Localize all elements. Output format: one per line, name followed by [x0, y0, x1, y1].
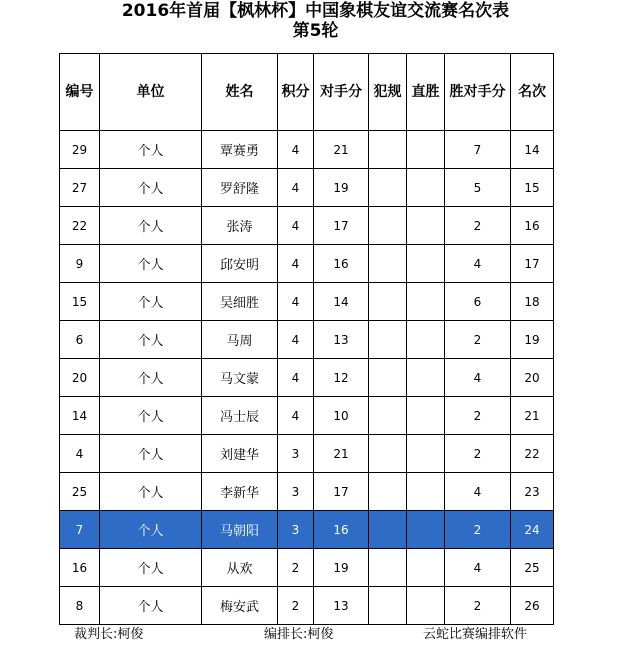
cell-foul: [369, 321, 407, 359]
cell-win-opponent-score: 5: [445, 169, 511, 207]
cell-score: 2: [278, 549, 314, 587]
cell-win-opponent-score: 2: [445, 321, 511, 359]
cell-opponent-score: 16: [314, 511, 369, 549]
cell-number: 14: [60, 397, 100, 435]
cell-direct-win: [407, 131, 445, 169]
cell-number: 8: [60, 587, 100, 625]
cell-score: 4: [278, 245, 314, 283]
standings-table: [59, 53, 554, 625]
cell-win-opponent-score: 2: [445, 397, 511, 435]
cell-opponent-score: 21: [314, 131, 369, 169]
cell-direct-win: [407, 169, 445, 207]
cell-number: 27: [60, 169, 100, 207]
cell-name: 覃赛勇: [202, 131, 278, 169]
table-body: [60, 131, 554, 625]
cell-unit: 个人: [100, 587, 202, 625]
cell-unit: 个人: [100, 131, 202, 169]
header-foul: 犯规: [369, 54, 407, 131]
title-line-2: 第5轮: [292, 21, 339, 41]
cell-unit: 个人: [100, 207, 202, 245]
cell-foul: [369, 207, 407, 245]
cell-rank: 14: [511, 131, 554, 169]
cell-score: 4: [278, 169, 314, 207]
cell-direct-win: [407, 321, 445, 359]
cell-unit: 个人: [100, 359, 202, 397]
cell-rank: 25: [511, 549, 554, 587]
cell-rank: 18: [511, 283, 554, 321]
cell-unit: 个人: [100, 473, 202, 511]
cell-opponent-score: 17: [314, 473, 369, 511]
page-title: [0, 0, 631, 40]
arranger-label: 编排长:: [264, 627, 308, 642]
cell-direct-win: [407, 473, 445, 511]
table-header-row: [60, 54, 554, 131]
cell-opponent-score: 13: [314, 587, 369, 625]
cell-opponent-score: 13: [314, 321, 369, 359]
cell-rank: 19: [511, 321, 554, 359]
cell-opponent-score: 10: [314, 397, 369, 435]
cell-score: 4: [278, 283, 314, 321]
cell-number: 16: [60, 549, 100, 587]
cell-direct-win: [407, 207, 445, 245]
cell-win-opponent-score: 2: [445, 207, 511, 245]
cell-unit: 个人: [100, 283, 202, 321]
cell-rank: 22: [511, 435, 554, 473]
referee-label: 裁判长:: [74, 627, 118, 642]
cell-opponent-score: 12: [314, 359, 369, 397]
software-credit: 云蛇比赛编排软件: [423, 627, 528, 642]
cell-rank: 21: [511, 397, 554, 435]
cell-score: 4: [278, 207, 314, 245]
cell-name: 冯士辰: [202, 397, 278, 435]
cell-name: 梅安武: [202, 587, 278, 625]
table-row: [60, 245, 554, 283]
table-row: [60, 131, 554, 169]
cell-unit: 个人: [100, 169, 202, 207]
cell-score: 3: [278, 511, 314, 549]
header-opponent-score: 对手分: [314, 54, 369, 131]
cell-direct-win: [407, 587, 445, 625]
cell-direct-win: [407, 245, 445, 283]
cell-foul: [369, 397, 407, 435]
cell-foul: [369, 435, 407, 473]
cell-name: 马朝阳: [202, 511, 278, 549]
cell-name: 马文蒙: [202, 359, 278, 397]
cell-unit: 个人: [100, 511, 202, 549]
cell-win-opponent-score: 2: [445, 511, 511, 549]
cell-foul: [369, 283, 407, 321]
cell-number: 9: [60, 245, 100, 283]
cell-number: 25: [60, 473, 100, 511]
header-win-opponent-score: 胜对手分: [445, 54, 511, 131]
table-row: [60, 473, 554, 511]
cell-opponent-score: 14: [314, 283, 369, 321]
cell-number: 29: [60, 131, 100, 169]
cell-direct-win: [407, 435, 445, 473]
table-row: [60, 397, 554, 435]
footer-arranger: [264, 627, 333, 643]
cell-score: 4: [278, 359, 314, 397]
cell-score: 4: [278, 397, 314, 435]
cell-opponent-score: 21: [314, 435, 369, 473]
referee-name: 柯俊: [117, 627, 144, 642]
header-number: 编号: [60, 54, 100, 131]
header-unit: 单位: [100, 54, 202, 131]
cell-foul: [369, 359, 407, 397]
table-row: [60, 435, 554, 473]
cell-win-opponent-score: 4: [445, 359, 511, 397]
cell-opponent-score: 17: [314, 207, 369, 245]
cell-name: 马周: [202, 321, 278, 359]
cell-foul: [369, 549, 407, 587]
header-direct-win: 直胜: [407, 54, 445, 131]
cell-number: 22: [60, 207, 100, 245]
cell-foul: [369, 131, 407, 169]
cell-direct-win: [407, 397, 445, 435]
cell-rank: 23: [511, 473, 554, 511]
cell-direct-win: [407, 283, 445, 321]
cell-win-opponent-score: 2: [445, 435, 511, 473]
cell-score: 2: [278, 587, 314, 625]
header-name: 姓名: [202, 54, 278, 131]
cell-name: 吴细胜: [202, 283, 278, 321]
cell-direct-win: [407, 359, 445, 397]
cell-win-opponent-score: 6: [445, 283, 511, 321]
cell-name: 李新华: [202, 473, 278, 511]
cell-foul: [369, 169, 407, 207]
cell-direct-win: [407, 549, 445, 587]
cell-unit: 个人: [100, 397, 202, 435]
cell-unit: 个人: [100, 245, 202, 283]
cell-unit: 个人: [100, 549, 202, 587]
cell-name: 从欢: [202, 549, 278, 587]
cell-score: 4: [278, 131, 314, 169]
table-row: [60, 283, 554, 321]
cell-number: 7: [60, 511, 100, 549]
cell-name: 张涛: [202, 207, 278, 245]
table-row: [60, 321, 554, 359]
cell-rank: 26: [511, 587, 554, 625]
table-row: [60, 169, 554, 207]
table-row: [60, 207, 554, 245]
cell-direct-win: [407, 511, 445, 549]
header-rank: 名次: [511, 54, 554, 131]
cell-name: 刘建华: [202, 435, 278, 473]
cell-number: 6: [60, 321, 100, 359]
cell-win-opponent-score: 2: [445, 587, 511, 625]
cell-win-opponent-score: 7: [445, 131, 511, 169]
cell-unit: 个人: [100, 321, 202, 359]
table-row: [60, 587, 554, 625]
cell-name: 邱安明: [202, 245, 278, 283]
cell-opponent-score: 19: [314, 549, 369, 587]
cell-score: 4: [278, 321, 314, 359]
cell-score: 3: [278, 473, 314, 511]
cell-number: 20: [60, 359, 100, 397]
cell-opponent-score: 16: [314, 245, 369, 283]
cell-name: 罗舒隆: [202, 169, 278, 207]
footer-referee: [74, 627, 143, 643]
cell-rank: 16: [511, 207, 554, 245]
cell-win-opponent-score: 4: [445, 549, 511, 587]
title-line-1: 2016年首届【枫林杯】中国象棋友谊交流赛名次表: [121, 1, 510, 21]
cell-foul: [369, 587, 407, 625]
arranger-name: 柯俊: [307, 627, 334, 642]
table-row: [60, 549, 554, 587]
header-score: 积分: [278, 54, 314, 131]
cell-rank: 24: [511, 511, 554, 549]
cell-rank: 15: [511, 169, 554, 207]
cell-win-opponent-score: 4: [445, 245, 511, 283]
cell-score: 3: [278, 435, 314, 473]
footer-software: [423, 627, 527, 643]
table-row: [60, 359, 554, 397]
cell-opponent-score: 19: [314, 169, 369, 207]
table-row: [60, 511, 554, 549]
cell-foul: [369, 473, 407, 511]
cell-rank: 20: [511, 359, 554, 397]
cell-number: 15: [60, 283, 100, 321]
cell-rank: 17: [511, 245, 554, 283]
cell-foul: [369, 511, 407, 549]
cell-number: 4: [60, 435, 100, 473]
cell-unit: 个人: [100, 435, 202, 473]
cell-win-opponent-score: 4: [445, 473, 511, 511]
cell-foul: [369, 245, 407, 283]
